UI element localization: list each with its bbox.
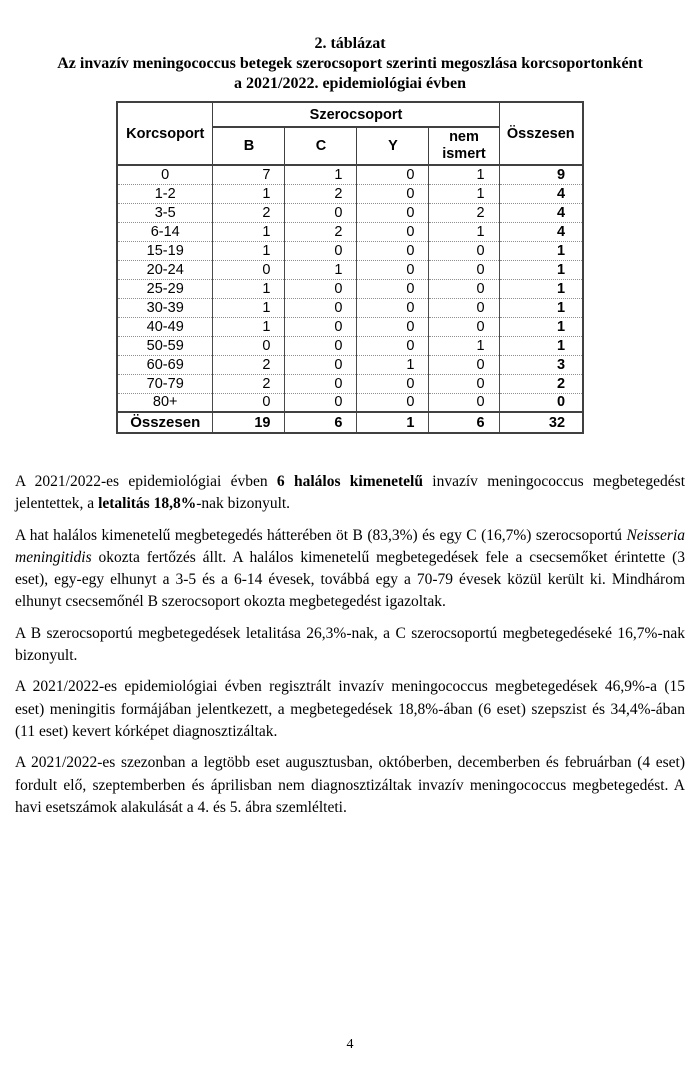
serogroup-by-agegroup-table [116, 101, 584, 434]
paragraph-bold-text: 6 halálos kimenetelű [276, 473, 423, 490]
table-cell: 0 [357, 260, 429, 279]
table-cell: 0 [285, 279, 357, 298]
header-b: B [213, 127, 285, 165]
table-cell: 1 [499, 279, 583, 298]
table-cell: 4 [499, 222, 583, 241]
header-osszesen: Összesen [499, 102, 583, 165]
table-cell: 0 [285, 336, 357, 355]
table-cell: 0 [429, 317, 499, 336]
table-cell: 0 [429, 279, 499, 298]
table-cell: 1 [357, 412, 429, 433]
table-row [117, 393, 583, 412]
table-cell: 0 [429, 355, 499, 374]
table-cell: 0 [285, 317, 357, 336]
table-row [117, 374, 583, 393]
table-cell: 25-29 [117, 279, 213, 298]
paragraph-text: A hat halálos kimenetelű megbetegedés hátterében öt B (83,3%) és egy C (16,7%) szerocsoportú [15, 526, 627, 544]
table-cell: 6-14 [117, 222, 213, 241]
table-cell: 60-69 [117, 355, 213, 374]
table-row [117, 241, 583, 260]
table-cell: 0 [499, 393, 583, 412]
title-line-3: a 2021/2022. epidemiológiai évben [234, 75, 466, 92]
table-cell: 2 [213, 203, 285, 222]
table-cell: 0 [285, 355, 357, 374]
serogroup-table-container [0, 101, 700, 434]
table-cell: 1 [213, 279, 285, 298]
table-cell: 0 [357, 393, 429, 412]
table-cell: 1 [285, 260, 357, 279]
table-cell: 0 [357, 241, 429, 260]
table-cell: 1 [213, 222, 285, 241]
table-cell: 0 [429, 260, 499, 279]
table-cell: 0 [429, 374, 499, 393]
title-line-2: Az invazív meningococcus betegek szerocsoport szerinti megoszlása korcsoportonként [57, 55, 643, 72]
table-cell: 4 [499, 203, 583, 222]
table-total-row [117, 412, 583, 433]
table-cell: Összesen [117, 412, 213, 433]
table-cell: 70-79 [117, 374, 213, 393]
table-cell: 50-59 [117, 336, 213, 355]
table-cell: 1 [429, 165, 499, 184]
paragraph-text: -nak bizonyult. [196, 495, 291, 513]
table-cell: 2 [429, 203, 499, 222]
table-row [117, 336, 583, 355]
header-szerocsoport: Szerocsoport [213, 102, 499, 127]
header-c: C [285, 127, 357, 165]
table-cell: 1 [499, 336, 583, 355]
paragraph-5: A 2021/2022-es szezonban a legtöbb eset augusztusban, októberben, decemberben és februárban (4 eset) fordult elő, szeptemberben és áprilisban nem diagnosztizáltak invazív meningococcus megbetegedést. A havi esetszámok alakulását a 4. és 5. ábra szemlélteti. [15, 754, 685, 816]
title-line-1: 2. táblázat [314, 35, 386, 52]
table-cell: 1 [499, 317, 583, 336]
table-cell: 1 [357, 355, 429, 374]
table-cell: 0 [213, 393, 285, 412]
paragraph-bold-text: letalitás 18,8% [98, 495, 197, 513]
table-cell: 20-24 [117, 260, 213, 279]
table-title [0, 0, 700, 94]
paragraph-text: invazív meningococcus megbetegedést jelentettek, a [15, 473, 685, 513]
table-cell: 4 [499, 184, 583, 203]
table-row [117, 298, 583, 317]
table-cell: 2 [213, 355, 285, 374]
table-row [117, 355, 583, 374]
table-cell: 0 [357, 336, 429, 355]
table-cell: 0 [285, 203, 357, 222]
table-cell: 0 [357, 298, 429, 317]
table-cell: 6 [429, 412, 499, 433]
table-cell: 2 [499, 374, 583, 393]
paragraph-text: A 2021/2022-es epidemiológiai évben [15, 473, 277, 490]
table-row [117, 317, 583, 336]
table-cell: 6 [285, 412, 357, 433]
table-cell: 1 [429, 184, 499, 203]
table-cell: 3 [499, 355, 583, 374]
table-cell: 2 [213, 374, 285, 393]
table-row [117, 260, 583, 279]
header-korcsoport: Korcsoport [117, 102, 213, 165]
page-number: 4 [346, 1037, 354, 1052]
table-cell: 0 [213, 336, 285, 355]
table-cell: 1-2 [117, 184, 213, 203]
table-cell: 0 [429, 298, 499, 317]
table-cell: 0 [357, 374, 429, 393]
paragraph-italic-text: Neisseria meningitidis [15, 526, 685, 566]
table-cell: 1 [213, 241, 285, 260]
table-cell: 40-49 [117, 317, 213, 336]
table-row [117, 165, 583, 184]
table-cell: 3-5 [117, 203, 213, 222]
header-y: Y [357, 127, 429, 165]
table-cell: 7 [213, 165, 285, 184]
table-cell: 0 [357, 279, 429, 298]
table-cell: 1 [429, 336, 499, 355]
table-cell: 15-19 [117, 241, 213, 260]
table-cell: 0 [357, 184, 429, 203]
table-cell: 0 [285, 393, 357, 412]
table-body [117, 165, 583, 433]
table-row [117, 184, 583, 203]
table-header [117, 102, 583, 165]
header-nem-ismert: nem ismert [429, 127, 499, 165]
table-cell: 0 [285, 298, 357, 317]
table-cell: 0 [357, 165, 429, 184]
paragraph-text: okozta fertőzés állt. A halálos kimenetelű megbetegedések fele a csecsemőket érintette (3 eset), egy-egy elhunyt a 3-5 és a 6-14 évesek, továbbá egy a 70-79 évesek közül került ki. Mindhárom elhunyt csecsemőnél B szerocsoport okozta megbetegedést igazoltak. [15, 548, 685, 611]
table-cell: 9 [499, 165, 583, 184]
table-row [117, 203, 583, 222]
table-cell: 1 [499, 241, 583, 260]
paragraph-4: A 2021/2022-es epidemiológiai évben regisztrált invazív meningococcus megbetegedések 46,9%-a (15 eset) meningitis formájában jelentkezett, a megbetegedések 18,8%-ában (6 eset) szepszist és 34,4%-ában (11 eset) kevert kórképet diagnosztizáltak. [15, 678, 685, 740]
paragraph-2 [15, 525, 685, 614]
table-cell: 0 [117, 165, 213, 184]
table-row [117, 279, 583, 298]
table-cell: 0 [285, 374, 357, 393]
table-cell: 0 [357, 222, 429, 241]
table-cell: 2 [285, 184, 357, 203]
table-cell: 1 [213, 317, 285, 336]
table-cell: 1 [499, 298, 583, 317]
table-cell: 0 [357, 317, 429, 336]
table-cell: 0 [213, 260, 285, 279]
table-cell: 1 [213, 184, 285, 203]
table-cell: 2 [285, 222, 357, 241]
table-cell: 1 [213, 298, 285, 317]
table-row [117, 222, 583, 241]
table-cell: 32 [499, 412, 583, 433]
body-text [15, 471, 685, 819]
table-cell: 1 [499, 260, 583, 279]
table-cell: 19 [213, 412, 285, 433]
table-cell: 80+ [117, 393, 213, 412]
table-cell: 0 [429, 241, 499, 260]
table-cell: 1 [429, 222, 499, 241]
table-cell: 1 [285, 165, 357, 184]
paragraph-3: A B szerocsoportú megbetegedések letalitása 26,3%-nak, a C szerocsoportú megbetegedéseké 16,7%-nak bizonyult. [15, 624, 685, 665]
table-cell: 0 [285, 241, 357, 260]
table-cell: 30-39 [117, 298, 213, 317]
table-cell: 0 [357, 203, 429, 222]
table-cell: 0 [429, 393, 499, 412]
paragraph-1 [15, 471, 685, 516]
